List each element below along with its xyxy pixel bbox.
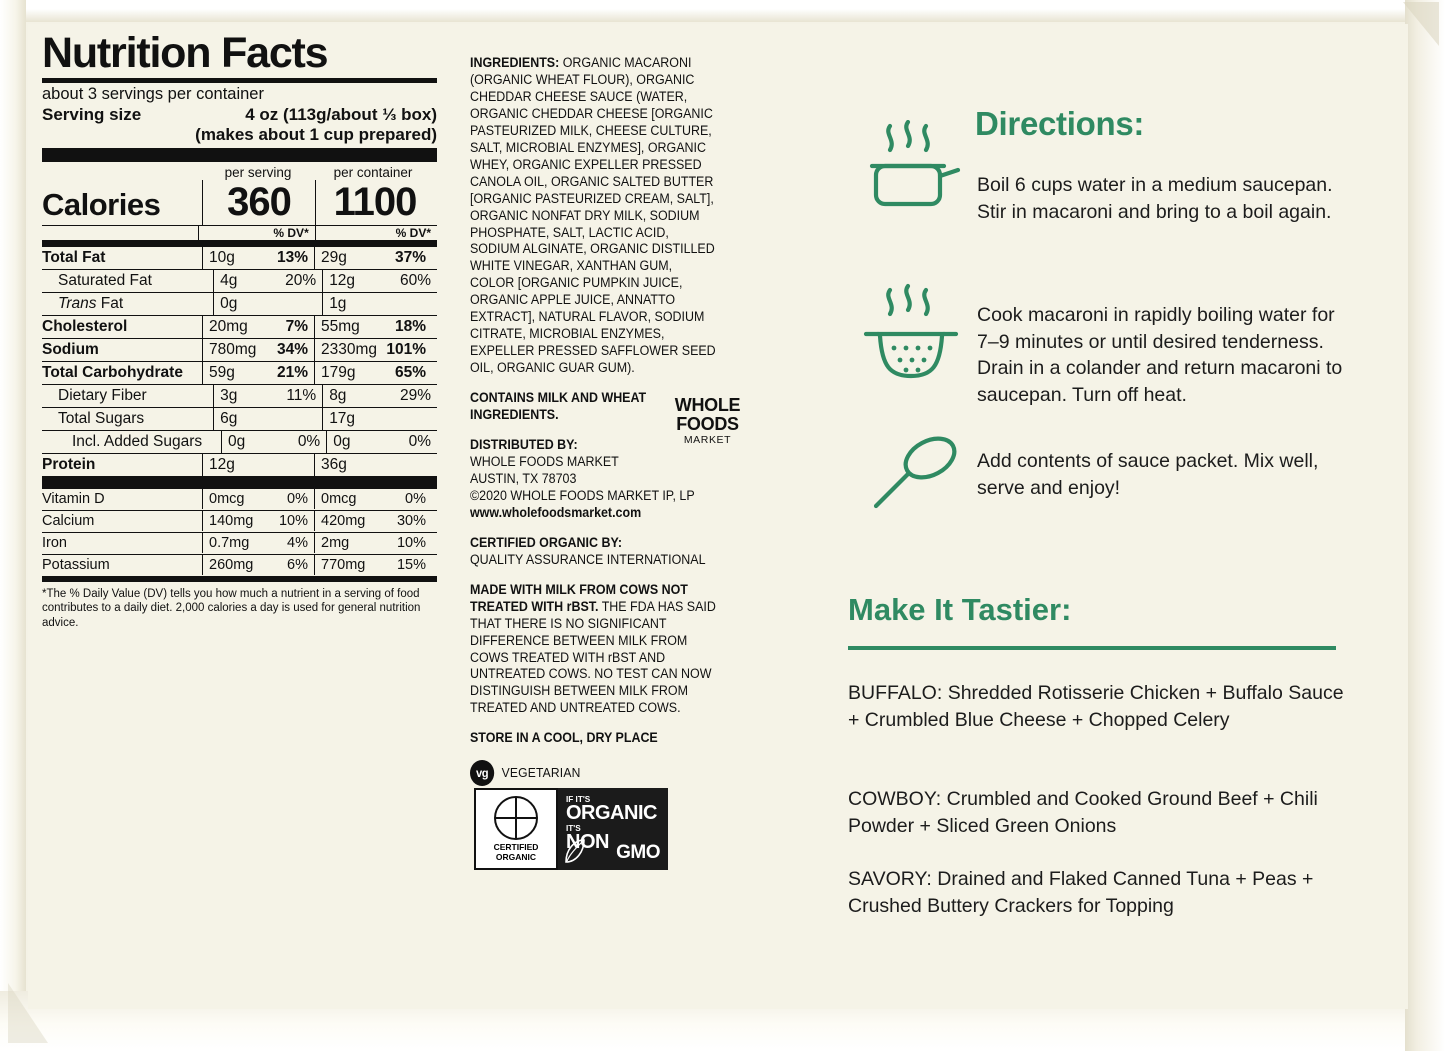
column-header-blank — [42, 165, 202, 180]
amount: 20mg — [209, 317, 248, 335]
package-edge-right — [1405, 0, 1445, 1051]
tastier-item-cowboy — [848, 786, 1348, 840]
nutrient-per-serving — [202, 533, 314, 553]
nutrient-per-serving — [202, 489, 314, 509]
amount: 780mg — [209, 340, 257, 358]
nutrient-name: Calcium — [42, 513, 95, 530]
non-gmo-line1: IF IT'S — [566, 795, 591, 804]
nutrient-row — [42, 362, 437, 385]
amount: 12g — [209, 455, 235, 473]
nutrient-name: Total Fat — [42, 248, 106, 266]
distributor-line1: WHOLE FOODS MARKET — [470, 453, 619, 469]
daily-value: 20% — [285, 271, 317, 289]
tastier-item-buffalo-name: BUFFALO: — [848, 682, 943, 704]
nutrition-facts-label — [42, 29, 437, 630]
allergen-text: CONTAINS MILK AND WHEAT INGREDIENTS. — [470, 390, 647, 423]
certifier-name: QUALITY ASSURANCE INTERNATIONAL — [470, 551, 706, 567]
daily-value: 30% — [396, 513, 426, 530]
daily-value: 65% — [394, 363, 426, 381]
nutrient-per-container — [326, 431, 437, 453]
amount: 0g — [228, 432, 246, 450]
daily-value: 29% — [399, 386, 432, 404]
daily-value: 7% — [285, 317, 308, 335]
certified-organic-block — [470, 535, 719, 569]
distributed-by-label: DISTRIBUTED BY: — [470, 437, 578, 453]
nutrient-name: Cholesterol — [42, 317, 128, 335]
nutrient-name: Potassium — [42, 557, 110, 574]
make-it-tastier-title: Make It Tastier: — [848, 592, 1072, 627]
nutrition-facts-title: Nutrition Facts — [42, 29, 328, 77]
tastier-item-buffalo — [848, 680, 1348, 734]
amount: 55mg — [321, 317, 360, 335]
nutrient-per-serving — [213, 385, 322, 407]
nutrient-name: Trans Fat — [58, 294, 124, 312]
dv-header-serving: % DV* — [198, 226, 314, 240]
daily-value: 0% — [287, 491, 308, 508]
nutrient-per-serving — [221, 431, 326, 453]
ingredients-paragraph — [470, 55, 719, 377]
logo-line-1: WHOLE — [674, 395, 741, 415]
nutrient-per-container — [314, 489, 432, 509]
amount: 260mg — [209, 557, 254, 574]
nutrient-per-container — [314, 454, 432, 476]
non-gmo-gmo: GMO — [616, 842, 660, 863]
nutrient-per-container — [314, 247, 432, 269]
nutrient-per-container — [322, 293, 437, 315]
amount: 0.7mg — [209, 535, 250, 552]
nutrient-per-serving — [213, 408, 322, 430]
daily-value: 0% — [408, 432, 431, 450]
nutrient-row — [42, 247, 437, 270]
nutrient-name: Total Sugars — [58, 409, 145, 427]
nutrient-per-container — [314, 339, 432, 361]
serving-size-value-line1: 4 oz (113g/about ⅓ box) — [245, 104, 437, 124]
serving-size-value-line2: (makes about 1 cup prepared) — [195, 124, 437, 144]
daily-value: 15% — [396, 557, 426, 574]
distributor-line2: AUSTIN, TX 78703 — [470, 470, 577, 486]
vegetarian-icon: vg — [470, 760, 494, 786]
certified-organic-label: CERTIFIED ORGANIC BY: — [470, 534, 622, 550]
dv-header-container: % DV* — [315, 226, 437, 240]
nutrient-per-container — [314, 362, 432, 384]
daily-value: 101% — [386, 340, 426, 358]
nutrient-per-container — [314, 533, 432, 553]
daily-value: 13% — [276, 248, 308, 266]
servings-per-container: about 3 servings per container — [42, 84, 264, 103]
daily-value: 21% — [276, 363, 308, 381]
serving-size-label: Serving size — [42, 104, 142, 124]
tastier-item-cowboy-name: COWBOY: — [848, 788, 942, 810]
amount: 0g — [220, 294, 238, 312]
certified-organic-seal — [474, 788, 558, 870]
nutrient-per-serving — [213, 270, 322, 292]
amount: 17g — [329, 409, 356, 427]
rbst-body: THE FDA HAS SAID THAT THERE IS NO SIGNIFICANT DIFFERENCE BETWEEN MILK FROM COWS TREATED WITH rBST AND UNTREATED COWS. NO TEST CAN NOW DISTINGUISH BETWEEN MILK FROM TREATED AND UNTREATED COWS. — [470, 598, 716, 716]
nutrient-row — [42, 431, 437, 454]
amount: 6g — [220, 409, 238, 427]
amount: 4g — [220, 271, 238, 289]
directions-step-3: Add contents of sauce packet. Mix well, serve and enjoy! — [977, 450, 1319, 499]
nutrient-per-serving — [202, 316, 314, 338]
nutrient-per-serving — [202, 362, 314, 384]
package-edge-top — [0, 0, 1445, 22]
nutrient-row — [42, 511, 437, 533]
nutrient-row — [42, 339, 437, 362]
amount: 420mg — [321, 513, 366, 530]
vitamin-rows — [42, 489, 437, 577]
column-headers — [42, 162, 437, 180]
nutrient-per-container — [322, 270, 437, 292]
column-header-per-container: per container — [333, 164, 413, 180]
distributor-block — [470, 437, 719, 522]
nutrient-row — [42, 293, 437, 316]
make-it-tastier-divider — [848, 646, 1336, 650]
daily-value: 60% — [399, 271, 432, 289]
daily-value: 4% — [287, 535, 308, 552]
divider-thick — [42, 148, 437, 162]
nutrient-name: Vitamin D — [42, 491, 105, 508]
calories-label: Calories — [42, 186, 161, 222]
nutrient-name: Sodium — [42, 340, 99, 358]
nutrient-row — [42, 454, 437, 477]
logo-line-2: FOODS — [676, 414, 739, 435]
nutrient-name: Saturated Fat — [58, 271, 152, 289]
seal-organic-line1: CERTIFIED — [493, 841, 539, 852]
amount: 0mcg — [321, 491, 357, 508]
colander-icon — [856, 282, 966, 407]
amount: 59g — [209, 363, 235, 381]
amount: 2330mg — [321, 340, 378, 358]
amount: 36g — [321, 455, 347, 473]
nutrient-per-serving — [213, 293, 322, 315]
non-gmo-seal — [558, 788, 668, 870]
nutrient-per-container — [314, 555, 432, 575]
vegetarian-badge — [470, 760, 581, 786]
nutrient-per-container — [322, 408, 437, 430]
amount: 0mcg — [209, 491, 245, 508]
daily-value: 6% — [287, 557, 308, 574]
amount: 770mg — [321, 557, 366, 574]
nutrient-row — [42, 270, 437, 293]
whole-foods-market-logo — [660, 396, 755, 446]
daily-value: 10% — [396, 535, 426, 552]
ingredients-body: ORGANIC MACARONI (ORGANIC WHEAT FLOUR), ORGANIC CHEDDAR CHEESE SAUCE (WATER, ORGANIC CHEDDAR CHEESE [ORGANIC PASTEURIZED MILK, CHEESE CULTURE, SALT, MICROBIAL ENZYMES], ORGANIC WHEY, ORGANIC EXPELLER PRESSED CANOLA OIL, ORGANIC SALTED BUTTER [ORGANIC PASTEURIZED CREAM, SALT], ORGANIC NONFAT DRY MILK, SODIUM PHOSPHATE, SALT, LACTIC ACID, SODIUM ALGINATE, ORGANIC DISTILLED WHITE VINEGAR, XANTHAN GUM, COLOR [ORGANIC PUMPKIN JUICE, ORGANIC APPLE JUICE, ANNATTO EXTRACT], NATURAL FLAVOR, SODIUM CITRATE, MICROBIAL ENZYMES, EXPELLER PRESSED SAFFLOWER SEED OIL, ORGANIC GUAR GUM). — [470, 55, 716, 376]
globe-icon — [494, 796, 538, 840]
daily-value-footnote: *The % Daily Value (DV) tells you how much a nutrient in a serving of food contributes to a daily diet. 2,000 calories a day is used for general nutrition advice. — [42, 587, 421, 629]
amount: 10g — [209, 248, 235, 266]
nutrient-name: Incl. Added Sugars — [72, 432, 203, 450]
daily-value: 37% — [394, 248, 426, 266]
serving-size-row — [42, 105, 437, 148]
non-gmo-big: NON — [566, 830, 609, 853]
tastier-item-savory-name: SAVORY: — [848, 868, 932, 890]
directions-step-1: Boil 6 cups water in a medium saucepan. Stir in macaroni and bring to a boil again. — [977, 174, 1333, 223]
seal-organic-line2: ORGANIC — [495, 851, 537, 862]
serving-size-value — [195, 105, 437, 145]
spoon-icon — [868, 436, 964, 527]
nutrient-per-serving — [202, 555, 314, 575]
package-edge-left — [0, 0, 26, 1051]
nutrient-per-serving — [202, 339, 314, 361]
nutrient-per-container — [322, 385, 437, 407]
rbst-block — [470, 582, 719, 718]
tastier-item-savory-text: Drained and Flaked Canned Tuna + Peas + Crushed Buttery Crackers for Topping — [848, 868, 1314, 917]
amount: 0g — [333, 432, 351, 450]
nutrient-name: Protein — [42, 455, 96, 473]
tastier-item-buffalo-text: Shredded Rotisserie Chicken + Buffalo Sauce + Crumbled Blue Cheese + Chopped Celery — [848, 682, 1344, 731]
nutrient-name: Total Carbohydrate — [42, 363, 183, 381]
daily-value: 18% — [394, 317, 426, 335]
nutrient-row — [42, 533, 437, 555]
divider-section — [42, 477, 437, 489]
nutrient-row — [42, 316, 437, 339]
amount: 12g — [329, 271, 356, 289]
certification-seals — [474, 788, 668, 870]
storage-text: STORE IN A COOL, DRY PLACE — [470, 730, 658, 746]
saucepan-icon — [862, 120, 966, 235]
logo-line-3: MARKET — [683, 434, 732, 447]
website-link[interactable]: www.wholefoodsmarket.com — [470, 504, 642, 520]
daily-value: 11% — [286, 386, 317, 404]
nutrient-per-container — [314, 511, 432, 531]
leaf-icon — [564, 838, 586, 864]
daily-value: 0% — [297, 432, 321, 450]
non-gmo-line3: IT'S — [566, 823, 581, 833]
nutrient-row — [42, 385, 437, 408]
rbst-heading: MADE WITH MILK FROM COWS NOT TREATED WITH rBST. — [470, 581, 688, 614]
directions-step-2: Cook macaroni in rapidly boiling water for 7–9 minutes or until desired tenderness. Drain in a colander and return macaroni to saucepan. Turn off heat. — [977, 304, 1343, 406]
nutrient-name: Dietary Fiber — [58, 386, 147, 404]
tastier-item-cowboy-text: Crumbled and Cooked Ground Beef + Chili Powder + Sliced Green Onions — [848, 788, 1318, 837]
calories-row — [42, 180, 437, 226]
amount: 1g — [329, 294, 347, 312]
calories-per-container: 1100 — [315, 180, 434, 225]
nutrient-per-serving — [202, 454, 314, 476]
nutrient-row — [42, 555, 437, 577]
amount: 140mg — [209, 513, 254, 530]
storage-instructions — [470, 730, 719, 747]
amount: 29g — [321, 248, 347, 266]
copyright-line: ©2020 WHOLE FOODS MARKET IP, LP — [470, 487, 695, 503]
daily-value: 0% — [405, 491, 426, 508]
nutrient-per-serving — [202, 511, 314, 531]
amount: 2mg — [321, 535, 350, 552]
non-gmo-line2: ORGANIC — [566, 802, 657, 825]
directions-title: Directions: — [975, 105, 1145, 142]
daily-value-header-row — [42, 226, 437, 247]
amount: 8g — [329, 386, 347, 404]
amount: 179g — [321, 363, 356, 381]
nutrient-per-serving — [202, 247, 314, 269]
vegetarian-label: VEGETARIAN — [501, 765, 581, 781]
nutrient-row — [42, 489, 437, 511]
column-header-per-serving: per serving — [224, 164, 292, 180]
nutrient-per-container — [314, 316, 432, 338]
nutrient-rows — [42, 247, 437, 477]
daily-value: 10% — [278, 513, 308, 530]
ingredients-heading: INGREDIENTS: — [470, 55, 560, 70]
amount: 3g — [220, 386, 238, 404]
tastier-item-savory — [848, 866, 1348, 920]
nutrient-row — [42, 408, 437, 431]
daily-value: 34% — [276, 340, 308, 358]
calories-per-serving: 360 — [202, 180, 315, 225]
nutrient-name: Iron — [42, 535, 67, 552]
